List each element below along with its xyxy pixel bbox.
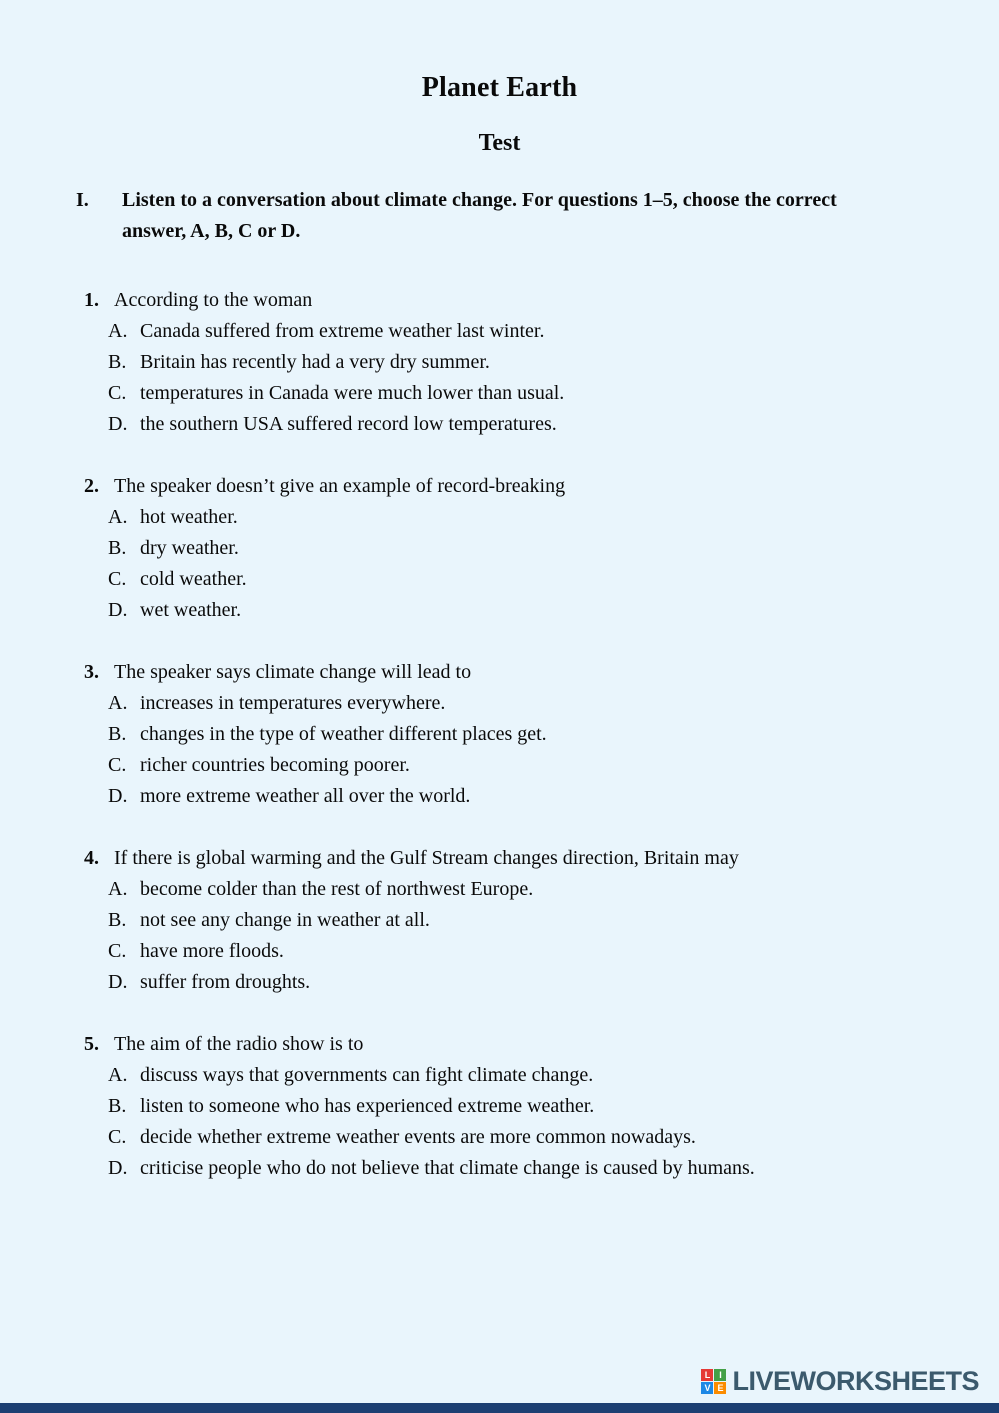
option-letter: B. bbox=[108, 1095, 127, 1117]
question-number: 3. bbox=[84, 661, 99, 683]
option-letter: A. bbox=[108, 506, 128, 528]
option-text: discuss ways that governments can fight climate change. bbox=[140, 1064, 594, 1086]
option-text: changes in the type of weather different places get. bbox=[140, 723, 547, 745]
option-letter: C. bbox=[108, 940, 127, 962]
option-text: Canada suffered from extreme weather last winter. bbox=[140, 320, 545, 342]
option-text: cold weather. bbox=[140, 568, 247, 590]
answer-option[interactable] bbox=[84, 967, 939, 998]
option-text: richer countries becoming poorer. bbox=[140, 754, 410, 776]
question-number: 5. bbox=[84, 1033, 99, 1055]
option-letter: D. bbox=[108, 599, 128, 621]
option-letter: C. bbox=[108, 754, 127, 776]
question-number: 1. bbox=[84, 289, 99, 311]
questions-list bbox=[84, 285, 939, 1184]
question-text: If there is global warming and the Gulf Stream changes direction, Britain may bbox=[114, 847, 739, 869]
answer-option[interactable] bbox=[84, 719, 939, 750]
question-head bbox=[84, 1029, 939, 1060]
option-text: dry weather. bbox=[140, 537, 239, 559]
answer-option[interactable] bbox=[84, 316, 939, 347]
logo-square-e: E bbox=[714, 1382, 726, 1394]
option-text: Britain has recently had a very dry summer. bbox=[140, 351, 490, 373]
question-number: 2. bbox=[84, 475, 99, 497]
question-2 bbox=[84, 471, 939, 626]
question-head bbox=[84, 285, 939, 316]
answer-option[interactable] bbox=[84, 595, 939, 626]
liveworksheets-grid-icon bbox=[701, 1369, 726, 1394]
brand-text: LIVEWORKSHEETS bbox=[732, 1366, 979, 1396]
section-numeral: I. bbox=[76, 189, 89, 211]
question-number: 4. bbox=[84, 847, 99, 869]
answer-option[interactable] bbox=[84, 905, 939, 936]
answer-option[interactable] bbox=[84, 533, 939, 564]
option-letter: A. bbox=[108, 692, 128, 714]
option-text: hot weather. bbox=[140, 506, 238, 528]
option-letter: C. bbox=[108, 568, 127, 590]
logo-square-v: V bbox=[701, 1382, 713, 1394]
answer-option[interactable] bbox=[84, 1153, 939, 1184]
answer-option[interactable] bbox=[84, 564, 939, 595]
question-4 bbox=[84, 843, 939, 998]
page-subtitle: Test bbox=[478, 130, 521, 156]
option-text: become colder than the rest of northwest Europe. bbox=[140, 878, 534, 900]
option-letter: D. bbox=[108, 413, 128, 435]
answer-option[interactable] bbox=[84, 502, 939, 533]
option-text: more extreme weather all over the world. bbox=[140, 785, 471, 807]
option-text: the southern USA suffered record low temperatures. bbox=[140, 413, 557, 435]
option-letter: D. bbox=[108, 971, 128, 993]
option-text: suffer from droughts. bbox=[140, 971, 311, 993]
question-head bbox=[84, 657, 939, 688]
answer-option[interactable] bbox=[84, 1060, 939, 1091]
liveworksheets-logo[interactable] bbox=[701, 1366, 979, 1397]
option-text: wet weather. bbox=[140, 599, 242, 621]
answer-option[interactable] bbox=[84, 936, 939, 967]
bottom-bar bbox=[0, 1403, 999, 1413]
option-letter: A. bbox=[108, 878, 128, 900]
question-text: The speaker says climate change will lead to bbox=[114, 661, 472, 683]
option-letter: D. bbox=[108, 785, 128, 807]
option-text: listen to someone who has experienced extreme weather. bbox=[140, 1095, 595, 1117]
question-1 bbox=[84, 285, 939, 440]
question-head bbox=[84, 471, 939, 502]
question-text: The speaker doesn’t give an example of record-breaking bbox=[114, 475, 566, 497]
answer-option[interactable] bbox=[84, 688, 939, 719]
page-title: Planet Earth bbox=[421, 72, 578, 103]
option-text: temperatures in Canada were much lower than usual. bbox=[140, 382, 565, 404]
option-text: criticise people who do not believe that climate change is caused by humans. bbox=[140, 1157, 755, 1179]
logo-square-l: L bbox=[701, 1369, 713, 1381]
answer-option[interactable] bbox=[84, 781, 939, 812]
question-head bbox=[84, 843, 939, 874]
logo-square-i: I bbox=[714, 1369, 726, 1381]
option-text: have more floods. bbox=[140, 940, 284, 962]
option-text: increases in temperatures everywhere. bbox=[140, 692, 446, 714]
option-letter: B. bbox=[108, 537, 127, 559]
question-text: According to the woman bbox=[114, 289, 313, 311]
option-letter: B. bbox=[108, 351, 127, 373]
answer-option[interactable] bbox=[84, 750, 939, 781]
question-text: The aim of the radio show is to bbox=[114, 1033, 364, 1055]
answer-option[interactable] bbox=[84, 409, 939, 440]
option-letter: C. bbox=[108, 1126, 127, 1148]
section-instructions: Listen to a conversation about climate change. For questions 1–5, choose the correct answer, A, B, C or D. bbox=[122, 189, 837, 242]
option-text: not see any change in weather at all. bbox=[140, 909, 430, 931]
option-letter: A. bbox=[108, 1064, 128, 1086]
option-letter: A. bbox=[108, 320, 128, 342]
answer-option[interactable] bbox=[84, 1091, 939, 1122]
option-text: decide whether extreme weather events are more common nowadays. bbox=[140, 1126, 696, 1148]
section-heading bbox=[76, 185, 909, 247]
question-3 bbox=[84, 657, 939, 812]
answer-option[interactable] bbox=[84, 1122, 939, 1153]
option-letter: D. bbox=[108, 1157, 128, 1179]
option-letter: C. bbox=[108, 382, 127, 404]
answer-option[interactable] bbox=[84, 347, 939, 378]
option-letter: B. bbox=[108, 909, 127, 931]
question-5 bbox=[84, 1029, 939, 1184]
option-letter: B. bbox=[108, 723, 127, 745]
answer-option[interactable] bbox=[84, 378, 939, 409]
answer-option[interactable] bbox=[84, 874, 939, 905]
